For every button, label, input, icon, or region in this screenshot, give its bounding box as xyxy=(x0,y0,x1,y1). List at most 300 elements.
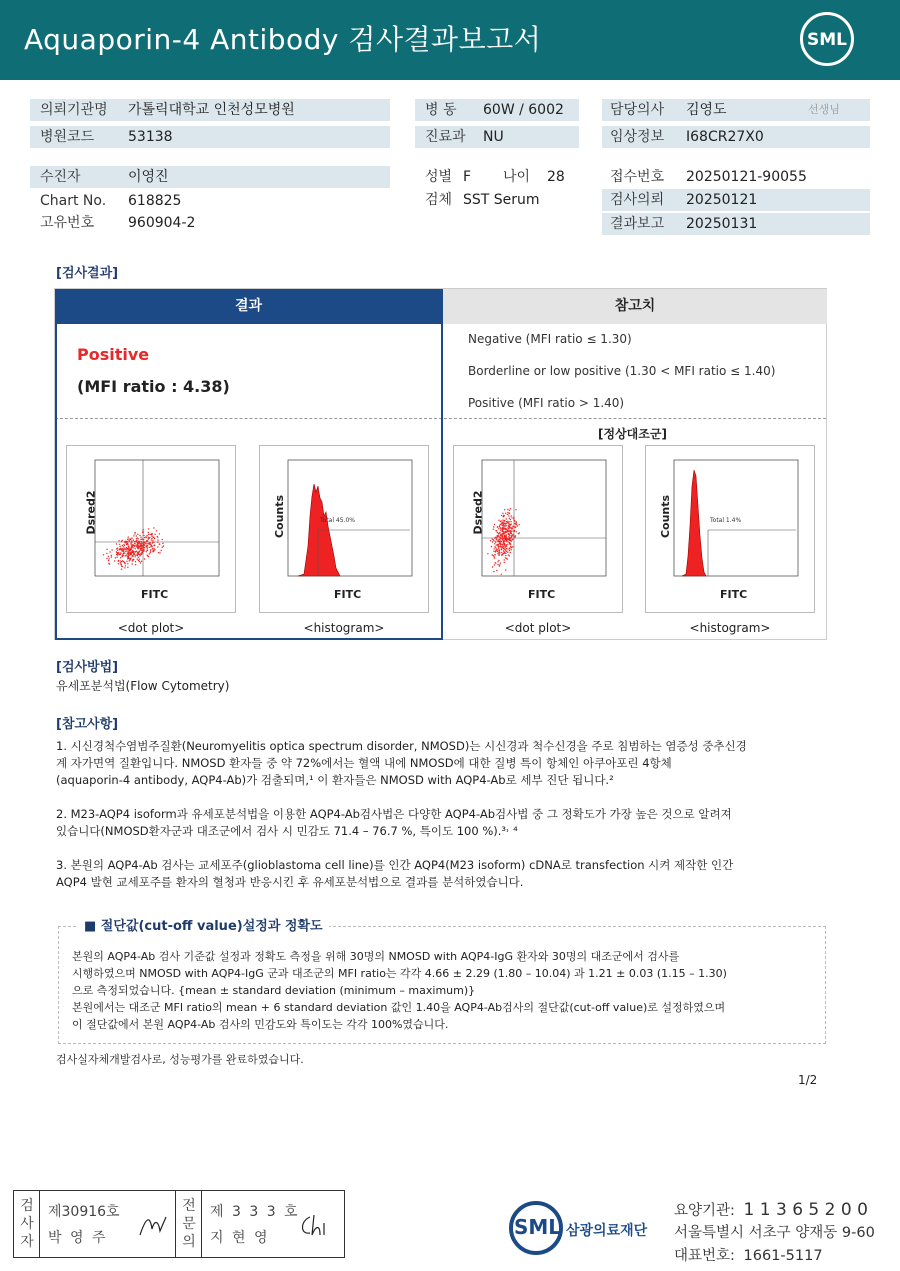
scatter-dot xyxy=(511,517,512,518)
scatter-dot xyxy=(500,563,501,564)
scatter-dot xyxy=(505,569,506,570)
scatter-dot xyxy=(127,567,128,568)
scatter-dot xyxy=(143,539,144,540)
scatter-dot xyxy=(502,527,503,528)
scatter-dot xyxy=(153,527,154,528)
scatter-dot xyxy=(146,550,147,551)
request-value: 20250121 xyxy=(686,192,758,208)
scatter-dot xyxy=(137,538,138,539)
scatter-dot xyxy=(515,509,516,510)
scatter-dot xyxy=(516,521,517,522)
scatter-dot xyxy=(127,541,128,542)
ward-value: 60W / 6002 xyxy=(483,102,564,118)
scatter-dot xyxy=(141,542,142,543)
patient-hist-caption: <histogram> xyxy=(303,621,385,635)
control-dot-caption: <dot plot> xyxy=(504,621,572,635)
scatter-dot xyxy=(147,548,148,549)
sex-value: F xyxy=(463,169,472,185)
note-3-line-1: 3. 본원의 AQP4-Ab 검사는 교세포주(glioblastoma cell line)를 인간 AQP4(M23 isoform) cDNA로 transfection 시켜 제작한 인간 xyxy=(56,858,734,872)
scatter-dot xyxy=(142,529,143,530)
scatter-dot xyxy=(502,519,503,520)
control-hist-xlabel: FITC xyxy=(720,588,748,601)
scatter-dot xyxy=(154,545,155,546)
scatter-dot xyxy=(515,535,516,536)
scatter-dot xyxy=(495,547,496,548)
scatter-dot xyxy=(500,527,501,528)
scatter-dot xyxy=(151,533,152,534)
scatter-dot xyxy=(505,525,506,526)
scatter-dot xyxy=(499,525,500,526)
scatter-dot xyxy=(500,543,501,544)
scatter-dot xyxy=(135,556,136,557)
scatter-dot xyxy=(503,548,504,549)
hospital-code-value: 53138 xyxy=(128,129,173,145)
scatter-dot xyxy=(493,551,494,552)
scatter-dot xyxy=(128,544,129,545)
institution-label: 의뢰기관명 xyxy=(40,102,108,118)
scatter-dot xyxy=(124,545,125,546)
scatter-dot xyxy=(510,508,511,509)
scatter-dot xyxy=(498,520,499,521)
scatter-dot xyxy=(108,558,109,559)
scatter-dot xyxy=(146,535,147,536)
scatter-dot xyxy=(129,549,130,550)
scatter-dot xyxy=(493,571,494,572)
scatter-dot xyxy=(133,553,134,554)
signer-b-number: 제 3 3 3 호 xyxy=(210,1204,300,1220)
scatter-dot xyxy=(505,513,506,514)
scatter-dot xyxy=(504,538,505,539)
scatter-dot xyxy=(139,554,140,555)
specimen-row xyxy=(415,189,595,211)
scatter-dot xyxy=(500,535,501,536)
dept-row xyxy=(415,126,579,148)
scatter-dot xyxy=(119,544,120,545)
patient-histogram xyxy=(259,445,429,613)
scatter-dot xyxy=(134,548,135,549)
scatter-dot xyxy=(145,543,146,544)
scatter-dot xyxy=(497,553,498,554)
scatter-dot xyxy=(493,540,494,541)
scatter-dot xyxy=(487,553,488,554)
cutoff-line-4: 본원에서는 대조군 MFI ratio의 mean + 6 standard deviation 값인 1.40을 AQP4-Ab검사의 절단값(cut-off value)로 설정하였으며 xyxy=(72,1001,726,1014)
scatter-dot xyxy=(504,520,505,521)
doctor-row xyxy=(602,99,870,121)
scatter-dot xyxy=(505,549,506,550)
scatter-dot xyxy=(152,548,153,549)
scatter-dot xyxy=(120,548,121,549)
scatter-dot xyxy=(124,562,125,563)
scatter-dot xyxy=(496,544,497,545)
scatter-dot xyxy=(507,544,508,545)
patient-label: 수진자 xyxy=(40,169,81,185)
scatter-dot xyxy=(132,560,133,561)
reference-borderline: Borderline or low positive (1.30 < MFI ratio ≤ 1.40) xyxy=(468,364,776,378)
scatter-dot xyxy=(504,562,505,563)
scatter-dot xyxy=(498,544,499,545)
doctor-suffix: 선생님 xyxy=(808,103,840,116)
scatter-dot xyxy=(157,537,158,538)
scatter-dot xyxy=(158,552,159,553)
scatter-dot xyxy=(127,557,128,558)
scatter-dot xyxy=(118,553,119,554)
scatter-dot xyxy=(146,543,147,544)
scatter-dot xyxy=(500,521,501,522)
scatter-dot xyxy=(143,532,144,533)
footer-code-label: 요양기관: xyxy=(674,1203,735,1219)
scatter-dot xyxy=(499,550,500,551)
receipt-row xyxy=(602,166,870,188)
scatter-dot xyxy=(157,539,158,540)
scatter-dot xyxy=(120,557,121,558)
scatter-dot xyxy=(149,547,150,548)
cutoff-line-3: 으로 측정되었습니다. {mean ± standard deviation (minimum – maximum)} xyxy=(72,984,476,997)
scatter-dot xyxy=(132,563,133,564)
scatter-dot xyxy=(123,552,124,553)
scatter-dot xyxy=(509,518,510,519)
clinical-value: I68CR27X0 xyxy=(686,129,764,145)
scatter-dot xyxy=(505,523,506,524)
scatter-dot xyxy=(141,554,142,555)
chart-value: 618825 xyxy=(128,193,182,209)
scatter-dot xyxy=(141,541,142,542)
scatter-dot xyxy=(506,521,507,522)
scatter-dot xyxy=(509,550,510,551)
scatter-dot xyxy=(140,545,141,546)
scatter-dot xyxy=(519,532,520,533)
scatter-dot xyxy=(501,548,502,549)
scatter-dot xyxy=(131,547,132,548)
scatter-dot xyxy=(494,557,495,558)
scatter-dot xyxy=(512,534,513,535)
scatter-dot xyxy=(503,526,504,527)
report-title: Aquaporin-4 Antibody 검사결과보고서 xyxy=(24,23,542,56)
scatter-dot xyxy=(125,555,126,556)
scatter-dot xyxy=(157,542,158,543)
signature-box xyxy=(13,1190,345,1258)
signer-a-label-3: 자 xyxy=(20,1234,34,1250)
sex-label: 성별 xyxy=(425,169,453,185)
scatter-dot xyxy=(494,538,495,539)
control-histogram xyxy=(645,445,815,613)
scatter-dot xyxy=(131,552,132,553)
scatter-dot xyxy=(125,563,126,564)
scatter-dot xyxy=(506,525,507,526)
scatter-dot xyxy=(128,538,129,539)
scatter-dot xyxy=(498,533,499,534)
scatter-dot xyxy=(156,530,157,531)
scatter-dot xyxy=(505,528,506,529)
scatter-dot xyxy=(151,545,152,546)
scatter-dot xyxy=(514,526,515,527)
scatter-dot xyxy=(517,525,518,526)
scatter-dot xyxy=(157,546,158,547)
scatter-dot xyxy=(494,543,495,544)
sml-logo: SML xyxy=(800,12,854,66)
scatter-dot xyxy=(108,560,109,561)
scatter-dot xyxy=(119,549,120,550)
scatter-dot xyxy=(117,550,118,551)
scatter-dot xyxy=(139,535,140,536)
scatter-dot xyxy=(502,547,503,548)
scatter-dot xyxy=(500,530,501,531)
page-number: 1/2 xyxy=(798,1073,818,1087)
scatter-dot xyxy=(497,544,498,545)
scatter-dot xyxy=(511,515,512,516)
signer-b-label-2: 문 xyxy=(182,1216,196,1232)
ward-label: 병 동 xyxy=(425,102,457,118)
scatter-dot xyxy=(106,549,107,550)
scatter-dot xyxy=(505,553,506,554)
scatter-dot xyxy=(143,550,144,551)
scatter-dot xyxy=(159,533,160,534)
scatter-dot xyxy=(133,540,134,541)
scatter-dot xyxy=(111,549,112,550)
receipt-value: 20250121-90055 xyxy=(686,169,807,185)
scatter-dot xyxy=(146,540,147,541)
scatter-dot xyxy=(128,540,129,541)
scatter-dot xyxy=(499,552,500,553)
scatter-dot xyxy=(490,540,491,541)
scatter-dot xyxy=(148,556,149,557)
result-status: Positive xyxy=(77,345,150,364)
scatter-dot xyxy=(495,550,496,551)
scatter-dot xyxy=(508,513,509,514)
scatter-dot xyxy=(126,544,127,545)
scatter-dot xyxy=(502,513,503,514)
scatter-dot xyxy=(507,552,508,553)
scatter-dot xyxy=(134,533,135,534)
scatter-dot xyxy=(127,539,128,540)
scatter-dot xyxy=(501,515,502,516)
scatter-dot xyxy=(139,542,140,543)
scatter-dot xyxy=(507,514,508,515)
scatter-dot xyxy=(498,535,499,536)
scatter-dot xyxy=(498,560,499,561)
scatter-dot xyxy=(132,551,133,552)
scatter-dot xyxy=(150,549,151,550)
scatter-dot xyxy=(500,546,501,547)
scatter-dot xyxy=(125,565,126,566)
scatter-dot xyxy=(135,561,136,562)
scatter-dot xyxy=(508,533,509,534)
scatter-dot xyxy=(130,539,131,540)
scatter-dot xyxy=(495,541,496,542)
notes-section-title: [참고사항] xyxy=(56,717,119,732)
scatter-dot xyxy=(128,546,129,547)
scatter-dot xyxy=(154,549,155,550)
scatter-dot xyxy=(510,521,511,522)
signature-a-icon xyxy=(136,1211,170,1241)
scatter-dot xyxy=(510,538,511,539)
scatter-dot xyxy=(144,537,145,538)
scatter-dot xyxy=(152,542,153,543)
scatter-dot xyxy=(499,554,500,555)
method-text: 유세포분석법(Flow Cytometry) xyxy=(56,679,230,693)
scatter-dot xyxy=(122,545,123,546)
report-date-row xyxy=(602,213,870,235)
scatter-dot xyxy=(492,554,493,555)
scatter-dot xyxy=(500,534,501,535)
method-section-title: [검사방법] xyxy=(56,660,119,675)
note-2-line-1: 2. M23-AQP4 isoform과 유세포분석법을 이용한 AQP4-Ab검사법은 다양한 AQP4-Ab검사법 중 그 정확도가 가장 높은 것으로 알려져 xyxy=(56,807,732,821)
scatter-dot xyxy=(497,549,498,550)
scatter-dot xyxy=(506,518,507,519)
signer-a-label-2: 사 xyxy=(20,1216,34,1232)
scatter-dot xyxy=(499,543,500,544)
institution-row xyxy=(30,99,390,121)
scatter-dot xyxy=(152,549,153,550)
clinical-row xyxy=(602,126,870,148)
scatter-dot xyxy=(143,547,144,548)
scatter-dot xyxy=(493,548,494,549)
scatter-dot xyxy=(496,538,497,539)
scatter-dot xyxy=(108,556,109,557)
scatter-dot xyxy=(508,536,509,537)
note-2-line-2: 있습니다(NMOSD환자군과 대조군에서 검사 시 민감도 71.4 – 76.7 %, 특이도 100 %).³˒ ⁴ xyxy=(56,824,518,838)
scatter-dot xyxy=(501,538,502,539)
scatter-dot xyxy=(106,558,107,559)
scatter-dot xyxy=(151,534,152,535)
scatter-dot xyxy=(119,546,120,547)
scatter-dot xyxy=(124,567,125,568)
signer-a-label-1: 검 xyxy=(20,1198,34,1214)
scatter-dot xyxy=(146,545,147,546)
scatter-dot xyxy=(509,547,510,548)
scatter-dot xyxy=(148,532,149,533)
scatter-dot xyxy=(133,547,134,548)
scatter-dot xyxy=(511,531,512,532)
reference-column-header: 참고치 xyxy=(443,289,827,324)
scatter-dot xyxy=(504,540,505,541)
scatter-dot xyxy=(127,558,128,559)
scatter-dot xyxy=(126,542,127,543)
scatter-dot xyxy=(138,546,139,547)
clinical-label: 임상정보 xyxy=(610,129,665,145)
control-group-label: [정상대조군] xyxy=(598,427,667,441)
scatter-dot xyxy=(152,540,153,541)
institution-value: 가톨릭대학교 인천성모병원 xyxy=(128,102,295,118)
scatter-dot xyxy=(163,545,164,546)
scatter-dot xyxy=(131,537,132,538)
scatter-dot xyxy=(507,512,508,513)
scatter-dot xyxy=(151,538,152,539)
scatter-dot xyxy=(116,543,117,544)
scatter-dot xyxy=(140,546,141,547)
scatter-dot xyxy=(118,561,119,562)
scatter-dot xyxy=(161,550,162,551)
cutoff-line-5: 이 절단값에서 본원 AQP4-Ab 검사의 민감도와 특이도는 각각 100%였습니다. xyxy=(72,1018,449,1031)
control-dot-ylabel: Dsred2 xyxy=(471,490,485,535)
scatter-dot xyxy=(137,542,138,543)
scatter-dot xyxy=(506,537,507,538)
scatter-dot xyxy=(126,548,127,549)
scatter-dot xyxy=(497,532,498,533)
scatter-dot xyxy=(134,541,135,542)
scatter-dot xyxy=(132,556,133,557)
scatter-dot xyxy=(150,534,151,535)
scatter-dot xyxy=(498,548,499,549)
scatter-dot xyxy=(130,557,131,558)
scatter-dot xyxy=(504,543,505,544)
scatter-dot xyxy=(510,543,511,544)
scatter-dot xyxy=(140,550,141,551)
scatter-dot xyxy=(500,540,501,541)
scatter-dot xyxy=(509,543,510,544)
scatter-dot xyxy=(143,542,144,543)
scatter-dot xyxy=(143,544,144,545)
scatter-dot xyxy=(136,538,137,539)
scatter-dot xyxy=(135,541,136,542)
scatter-dot xyxy=(511,549,512,550)
scatter-dot xyxy=(140,537,141,538)
scatter-dot xyxy=(154,534,155,535)
footer-phone-label: 대표번호: xyxy=(674,1248,735,1264)
scatter-dot xyxy=(128,555,129,556)
scatter-dot xyxy=(499,564,500,565)
scatter-dot xyxy=(506,545,507,546)
cutoff-line-1: 본원의 AQP4-Ab 검사 기준값 설정과 정확도 측정을 위해 30명의 NMOSD with AQP4-IgG 환자와 30명의 대조군에서 검사를 xyxy=(72,950,680,963)
scatter-dot xyxy=(132,545,133,546)
scatter-dot xyxy=(511,528,512,529)
scatter-dot xyxy=(137,544,138,545)
scatter-dot xyxy=(516,531,517,532)
scatter-dot xyxy=(143,535,144,536)
scatter-dot xyxy=(140,562,141,563)
scatter-dot xyxy=(502,544,503,545)
mfi-ratio: (MFI ratio : 4.38) xyxy=(77,377,230,396)
scatter-dot xyxy=(153,537,154,538)
scatter-dot xyxy=(150,546,151,547)
scatter-dot xyxy=(120,560,121,561)
footnote: 검사실자체개발검사로, 성능평가를 완료하였습니다. xyxy=(56,1053,304,1066)
scatter-dot xyxy=(507,558,508,559)
dept-value: NU xyxy=(483,129,504,145)
scatter-dot xyxy=(497,564,498,565)
scatter-dot xyxy=(497,551,498,552)
scatter-dot xyxy=(492,566,493,567)
control-gate-label: Total 1.4% xyxy=(710,517,742,524)
cutoff-line-2: 시행하였으며 NMOSD with AQP4-IgG 군과 대조군의 MFI ratio는 각각 4.66 ± 2.29 (1.80 – 10.04) 과 1.21 ± 0.03 (1.15 – 1.30) xyxy=(72,967,727,980)
scatter-dot xyxy=(124,548,125,549)
scatter-dot xyxy=(501,574,502,575)
scatter-dot xyxy=(128,536,129,537)
scatter-dot xyxy=(146,551,147,552)
scatter-dot xyxy=(498,546,499,547)
scatter-dot xyxy=(136,535,137,536)
scatter-dot xyxy=(495,554,496,555)
hospital-code-row xyxy=(30,126,390,148)
scatter-dot xyxy=(121,550,122,551)
scatter-dot xyxy=(133,535,134,536)
scatter-dot xyxy=(117,548,118,549)
note-3-line-2: AQP4 발현 교세포주를 환자의 혈청과 반응시킨 후 유세포분석법으로 결과를 분석하였습니다. xyxy=(56,875,524,889)
reference-negative: Negative (MFI ratio ≤ 1.30) xyxy=(468,332,632,346)
scatter-dot xyxy=(493,529,494,530)
scatter-dot xyxy=(506,535,507,536)
scatter-dot xyxy=(508,539,509,540)
doctor-value: 김영도 xyxy=(686,102,727,118)
scatter-dot xyxy=(495,562,496,563)
signer-b-cell xyxy=(202,1191,344,1257)
scatter-dot xyxy=(505,555,506,556)
dot-ylabel: Dsred2 xyxy=(84,490,98,535)
scatter-dot xyxy=(511,536,512,537)
scatter-dot xyxy=(504,559,505,560)
scatter-dot xyxy=(154,538,155,539)
footer-code: 1 1 3 6 5 2 0 0 xyxy=(743,1200,868,1220)
scatter-dot xyxy=(109,551,110,552)
